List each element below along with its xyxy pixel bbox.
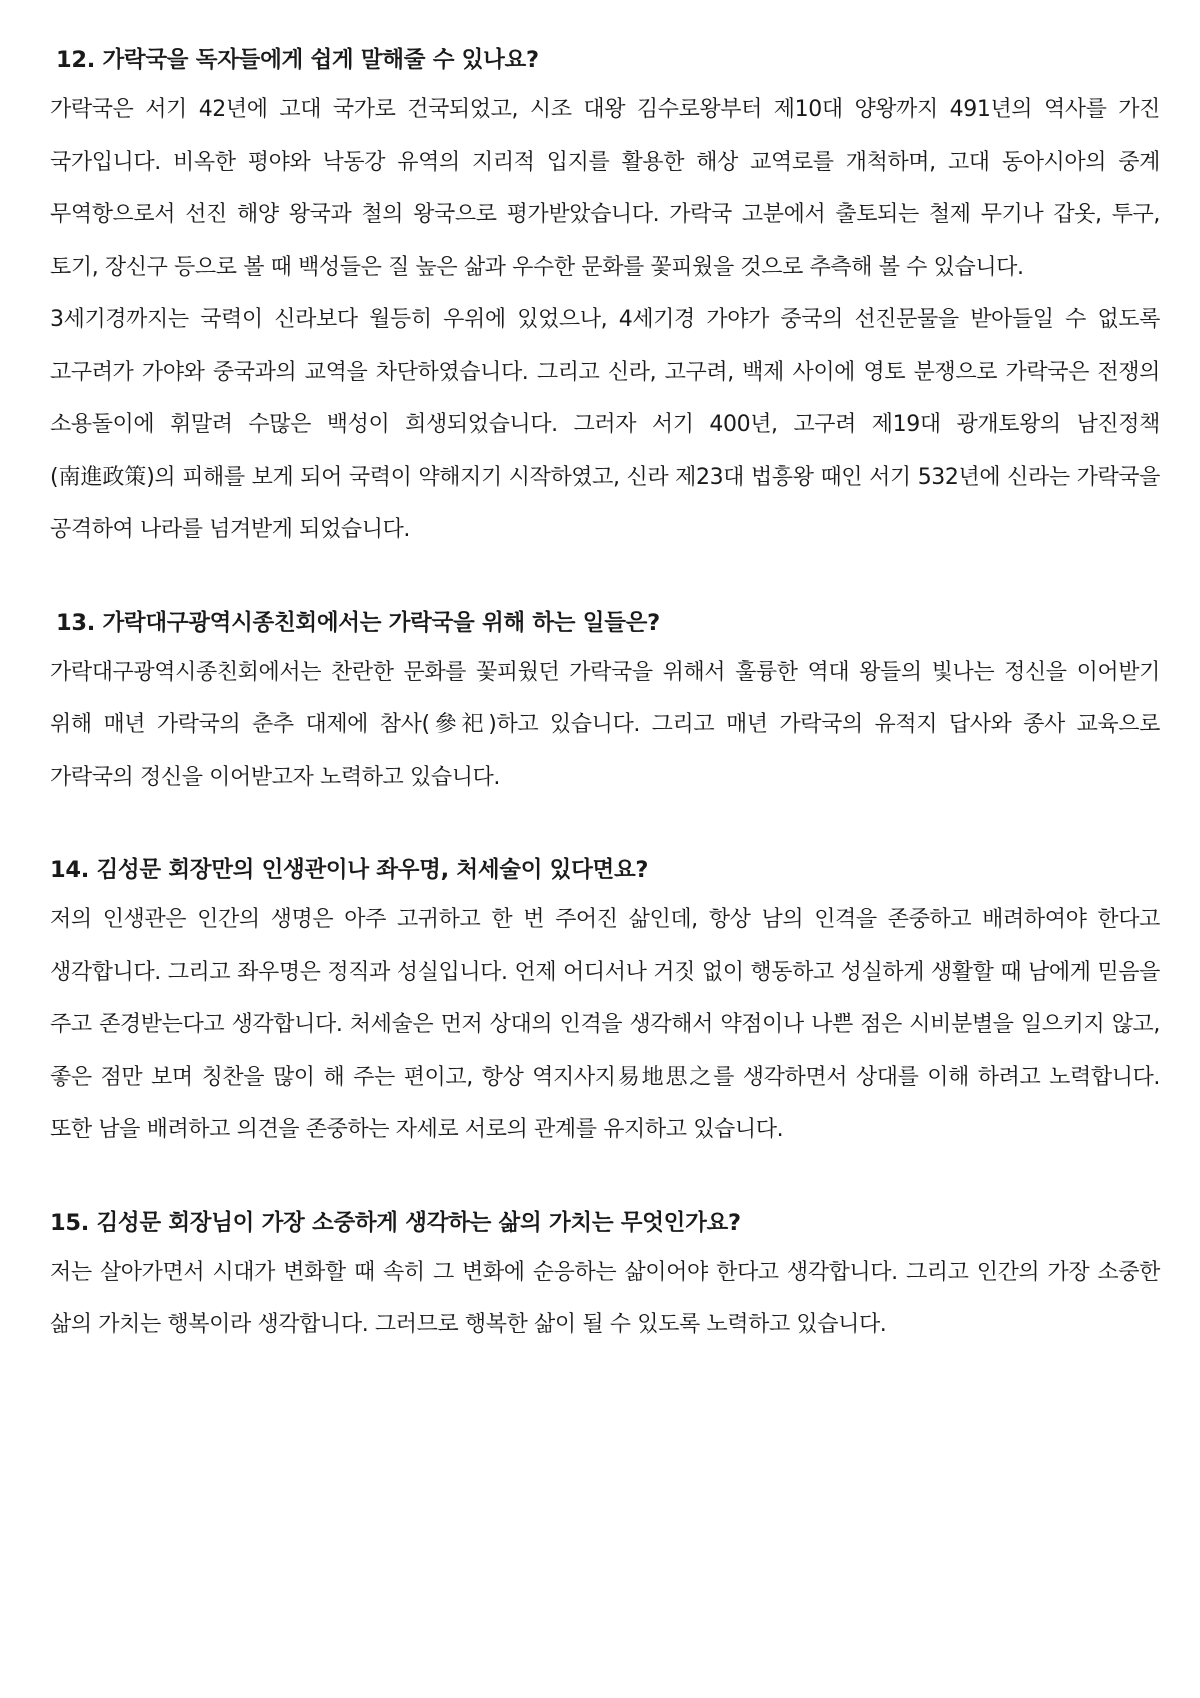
- qa-section-13: [50, 605, 1160, 805]
- answer-paragraph: 저의 인생관은 인간의 생명은 아주 고귀하고 한 번 주어진 삶인데, 항상 남의 인격을 존중하고 배려하여야 한다고 생각합니다. 그리고 좌우명은 정직과 성실입니다. 언제 어디서나 거짓 없이 행동하고 성실하게 생활할 때 남에게 믿음을 주고 존경받는다고 생각합니다. 처세술은 먼저 상대의 인격을 생각해서 약점이나 나쁜 점은 시비분별을 일으키지 않고, 좋은 점만 보며 칭찬을 많이 해 주는 편이고, 항상 역지사지易地思之를 생각하면서 상대를 이해 하려고 노력합니다. 또한 남을 배려하고 의견을 존중하는 자세로 서로의 관계를 유지하고 있습니다.: [50, 907, 1160, 1142]
- answer-paragraph: 저는 살아가면서 시대가 변화할 때 속히 그 변화에 순응하는 삶이어야 한다고 생각합니다. 그리고 인간의 가장 소중한 삶의 가치는 행복이라 생각합니다. 그러므로 행복한 삶이 될 수 있도록 노력하고 있습니다.: [50, 1259, 1160, 1337]
- question-heading: 15. 김성문 회장님이 가장 소중하게 생각하는 삶의 가치는 무엇인가요?: [50, 1209, 741, 1236]
- answer-body: [50, 84, 1160, 557]
- qa-section-14: [50, 852, 1160, 1157]
- answer-paragraph: 가락국은 서기 42년에 고대 국가로 건국되었고, 시조 대왕 김수로왕부터 제10대 양왕까지 491년의 역사를 가진 국가입니다. 비옥한 평야와 낙동강 유역의 지리적 입지를 활용한 해상 교역로를 개척하며, 고대 동아시아의 중계 무역항으로서 선진 해양 왕국과 철의 왕국으로 평가받았습니다. 가락국 고분에서 출토되는 철제 무기나 갑옷, 투구, 토기, 장신구 등으로 볼 때 백성들은 질 높은 삶과 우수한 문화를 꽃피웠을 것으로 추측해 볼 수 있습니다.: [50, 97, 1160, 280]
- answer-body: [50, 1247, 1160, 1352]
- question-heading: 13. 가락대구광역시종친회에서는 가락국을 위해 하는 일들은?: [56, 609, 660, 636]
- question-heading: 14. 김성문 회장만의 인생관이나 좌우명, 처세술이 있다면요?: [50, 857, 649, 883]
- answer-body: [50, 647, 1160, 805]
- qa-section-15: [50, 1205, 1160, 1352]
- question-heading: 12. 가락국을 독자들에게 쉽게 말해줄 수 있나요?: [56, 47, 539, 73]
- qa-section-12: [50, 42, 1160, 557]
- answer-paragraph: 가락대구광역시종친회에서는 찬란한 문화를 꽃피웠던 가락국을 위해서 훌륭한 역대 왕들의 빛나는 정신을 이어받기 위해 매년 가락국의 춘추 대제에 참사(參祀)하고 있습니다. 그리고 매년 가락국의 유적지 답사와 종사 교육으로 가락국의 정신을 이어받고자 노력하고 있습니다.: [50, 659, 1160, 790]
- answer-body: [50, 894, 1160, 1157]
- document-page: [50, 42, 1160, 1352]
- answer-paragraph: 3세기경까지는 국력이 신라보다 월등히 우위에 있었으나, 4세기경 가야가 중국의 선진문물을 받아들일 수 없도록 고구려가 가야와 중국과의 교역을 차단하였습니다. 그리고 신라, 고구려, 백제 사이에 영토 분쟁으로 가락국은 전쟁의 소용돌이에 휘말려 수많은 백성이 희생되었습니다. 그러자 서기 400년, 고구려 제19대 광개토왕의 남진정책(南進政策)의 피해를 보게 되어 국력이 약해지기 시작하였고, 신라 제23대 법흥왕 때인 서기 532년에 신라는 가락국을 공격하여 나라를 넘겨받게 되었습니다.: [50, 307, 1160, 542]
